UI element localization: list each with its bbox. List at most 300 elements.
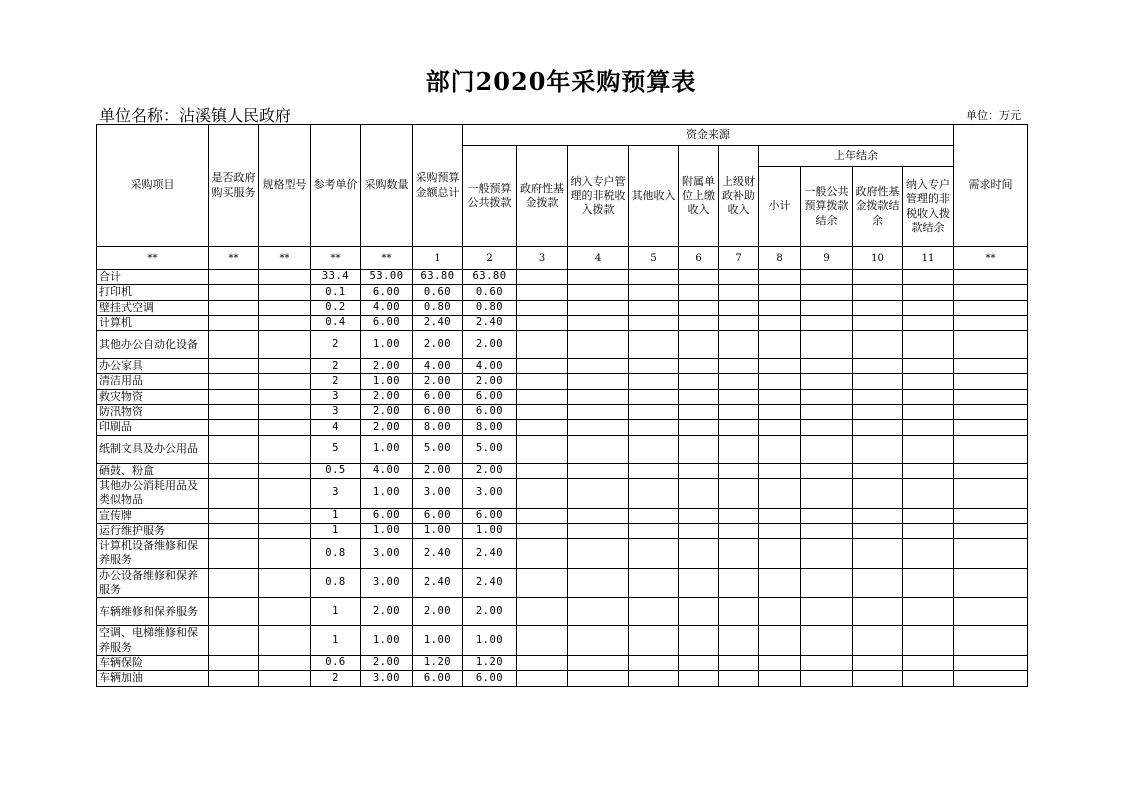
- general-cell: 2.00: [463, 374, 517, 389]
- empty-cell: [801, 508, 853, 523]
- total-cell: 0.80: [413, 300, 463, 315]
- empty-cell: [853, 671, 903, 686]
- header-total: 采购预算金额总计: [413, 125, 463, 247]
- empty-cell: [903, 315, 954, 330]
- item-name-cell: 打印机: [97, 285, 209, 300]
- empty-cell: [954, 374, 1028, 389]
- empty-cell: [853, 626, 903, 656]
- empty-cell: [853, 270, 903, 285]
- empty-cell: [568, 523, 629, 538]
- total-cell: 2.00: [413, 331, 463, 359]
- empty-cell: [568, 405, 629, 420]
- empty-cell: [801, 300, 853, 315]
- general-cell: 6.00: [463, 671, 517, 686]
- empty-cell: [801, 405, 853, 420]
- empty-cell: [903, 405, 954, 420]
- empty-cell: [853, 435, 903, 463]
- general-cell: 2.40: [463, 568, 517, 598]
- item-name-cell: 硒鼓、粉盒: [97, 463, 209, 478]
- empty-cell: [853, 315, 903, 330]
- total-cell: 8.00: [413, 420, 463, 435]
- header-gov-service: 是否政府购买服务: [209, 125, 259, 247]
- general-cell: 8.00: [463, 420, 517, 435]
- total-cell: 2.40: [413, 315, 463, 330]
- qty-cell: 2.00: [361, 359, 413, 374]
- empty-cell: [759, 374, 801, 389]
- empty-cell: [679, 420, 719, 435]
- empty-cell: [517, 671, 568, 686]
- empty-cell: [853, 655, 903, 670]
- empty-cell: [679, 463, 719, 478]
- empty-cell: [903, 463, 954, 478]
- empty-cell: [759, 671, 801, 686]
- empty-cell: [679, 285, 719, 300]
- empty-cell: [568, 463, 629, 478]
- general-cell: 1.20: [463, 655, 517, 670]
- ref-price-cell: 4: [311, 420, 361, 435]
- gov-service-cell: [209, 405, 259, 420]
- general-cell: 0.60: [463, 285, 517, 300]
- gov-service-cell: [209, 523, 259, 538]
- empty-cell: [568, 285, 629, 300]
- header-affiliated: 附属单位上缴收入: [679, 146, 719, 247]
- column-number: **: [954, 247, 1028, 270]
- empty-cell: [629, 405, 679, 420]
- empty-cell: [719, 300, 759, 315]
- procurement-table: [96, 124, 1028, 687]
- empty-cell: [568, 626, 629, 656]
- header-source: 资金来源: [463, 125, 954, 146]
- qty-cell: 6.00: [361, 285, 413, 300]
- empty-cell: [719, 285, 759, 300]
- gov-service-cell: [209, 671, 259, 686]
- empty-cell: [517, 568, 568, 598]
- empty-cell: [903, 374, 954, 389]
- table-row: [97, 420, 1028, 435]
- item-name-cell: 车辆加油: [97, 671, 209, 686]
- empty-cell: [801, 539, 853, 569]
- empty-cell: [517, 285, 568, 300]
- empty-cell: [903, 285, 954, 300]
- item-name-cell: 办公设备维修和保养服务: [97, 568, 209, 598]
- header-other: 其他收入: [629, 146, 679, 247]
- column-number: 8: [759, 247, 801, 270]
- total-cell: 6.00: [413, 389, 463, 404]
- page-title: 部门2020年采购预算表: [425, 67, 697, 96]
- column-number: 3: [517, 247, 568, 270]
- empty-cell: [903, 568, 954, 598]
- empty-cell: [679, 331, 719, 359]
- gov-service-cell: [209, 539, 259, 569]
- empty-cell: [719, 523, 759, 538]
- qty-cell: 6.00: [361, 315, 413, 330]
- empty-cell: [801, 389, 853, 404]
- total-cell: 0.60: [413, 285, 463, 300]
- table-row: [97, 539, 1028, 569]
- empty-cell: [568, 315, 629, 330]
- spec-cell: [259, 285, 311, 300]
- gov-service-cell: [209, 359, 259, 374]
- empty-cell: [759, 420, 801, 435]
- qty-cell: 1.00: [361, 435, 413, 463]
- item-name-cell: 计算机设备维修和保养服务: [97, 539, 209, 569]
- item-name-cell: 纸制文具及办公用品: [97, 435, 209, 463]
- total-cell: 6.00: [413, 508, 463, 523]
- header-item: 采购项目: [97, 125, 209, 247]
- empty-cell: [719, 463, 759, 478]
- item-name-cell: 车辆保险: [97, 655, 209, 670]
- header-ly-gov-fund: 政府性基金拨款结余: [853, 167, 903, 247]
- empty-cell: [853, 539, 903, 569]
- qty-cell: 3.00: [361, 539, 413, 569]
- table-row: [97, 655, 1028, 670]
- empty-cell: [517, 331, 568, 359]
- table-row: [97, 523, 1028, 538]
- empty-cell: [903, 478, 954, 508]
- empty-cell: [679, 315, 719, 330]
- total-cell: 2.00: [413, 598, 463, 626]
- empty-cell: [629, 420, 679, 435]
- empty-cell: [568, 655, 629, 670]
- qty-cell: 3.00: [361, 568, 413, 598]
- empty-cell: [719, 671, 759, 686]
- total-cell: 6.00: [413, 405, 463, 420]
- column-number: **: [209, 247, 259, 270]
- spec-cell: [259, 359, 311, 374]
- general-cell: 5.00: [463, 435, 517, 463]
- item-name-cell: 其他办公消耗用品及类似物品: [97, 478, 209, 508]
- empty-cell: [954, 598, 1028, 626]
- empty-cell: [568, 435, 629, 463]
- empty-cell: [759, 389, 801, 404]
- empty-cell: [719, 626, 759, 656]
- item-name-cell: 防汛物资: [97, 405, 209, 420]
- empty-cell: [801, 270, 853, 285]
- gov-service-cell: [209, 420, 259, 435]
- general-cell: 6.00: [463, 405, 517, 420]
- empty-cell: [568, 539, 629, 569]
- column-number: 6: [679, 247, 719, 270]
- empty-cell: [517, 655, 568, 670]
- item-name-cell: 运行维护服务: [97, 523, 209, 538]
- empty-cell: [954, 671, 1028, 686]
- empty-cell: [679, 626, 719, 656]
- ref-price-cell: 2: [311, 671, 361, 686]
- column-number: **: [311, 247, 361, 270]
- empty-cell: [629, 270, 679, 285]
- item-name-cell: 清洁用品: [97, 374, 209, 389]
- empty-cell: [517, 389, 568, 404]
- general-cell: 4.00: [463, 359, 517, 374]
- empty-cell: [954, 568, 1028, 598]
- empty-cell: [801, 374, 853, 389]
- item-name-cell: 救灾物资: [97, 389, 209, 404]
- empty-cell: [568, 331, 629, 359]
- gov-service-cell: [209, 435, 259, 463]
- empty-cell: [759, 331, 801, 359]
- spec-cell: [259, 568, 311, 598]
- empty-cell: [759, 539, 801, 569]
- empty-cell: [629, 655, 679, 670]
- empty-cell: [517, 374, 568, 389]
- qty-cell: 6.00: [361, 508, 413, 523]
- empty-cell: [517, 626, 568, 656]
- ref-price-cell: 1: [311, 523, 361, 538]
- empty-cell: [801, 598, 853, 626]
- empty-cell: [629, 508, 679, 523]
- table-row: [97, 463, 1028, 478]
- spec-cell: [259, 389, 311, 404]
- empty-cell: [853, 420, 903, 435]
- qty-cell: 2.00: [361, 598, 413, 626]
- empty-cell: [954, 478, 1028, 508]
- qty-cell: 1.00: [361, 331, 413, 359]
- table-row: [97, 270, 1028, 285]
- empty-cell: [853, 405, 903, 420]
- spec-cell: [259, 598, 311, 626]
- total-cell: 4.00: [413, 359, 463, 374]
- item-name-cell: 办公家具: [97, 359, 209, 374]
- empty-cell: [853, 374, 903, 389]
- empty-cell: [568, 420, 629, 435]
- empty-cell: [517, 315, 568, 330]
- empty-cell: [679, 389, 719, 404]
- empty-cell: [629, 568, 679, 598]
- total-cell: 3.00: [413, 478, 463, 508]
- empty-cell: [954, 405, 1028, 420]
- empty-cell: [679, 539, 719, 569]
- gov-service-cell: [209, 315, 259, 330]
- empty-cell: [954, 655, 1028, 670]
- empty-cell: [853, 285, 903, 300]
- column-number-row: [97, 247, 1028, 270]
- table-row: [97, 331, 1028, 359]
- item-name-cell: 合计: [97, 270, 209, 285]
- ref-price-cell: 1: [311, 508, 361, 523]
- table-row: [97, 374, 1028, 389]
- empty-cell: [759, 463, 801, 478]
- empty-cell: [568, 359, 629, 374]
- spec-cell: [259, 331, 311, 359]
- table-row: [97, 315, 1028, 330]
- empty-cell: [568, 671, 629, 686]
- empty-cell: [629, 598, 679, 626]
- general-cell: 6.00: [463, 508, 517, 523]
- empty-cell: [517, 523, 568, 538]
- empty-cell: [719, 374, 759, 389]
- empty-cell: [568, 478, 629, 508]
- empty-cell: [853, 568, 903, 598]
- empty-cell: [719, 655, 759, 670]
- column-number: 1: [413, 247, 463, 270]
- column-number: **: [97, 247, 209, 270]
- unit-label: 单位：万元: [966, 109, 1021, 122]
- empty-cell: [568, 300, 629, 315]
- empty-cell: [629, 671, 679, 686]
- spec-cell: [259, 671, 311, 686]
- empty-cell: [759, 568, 801, 598]
- empty-cell: [568, 270, 629, 285]
- empty-cell: [568, 598, 629, 626]
- general-cell: 2.40: [463, 539, 517, 569]
- empty-cell: [853, 598, 903, 626]
- spec-cell: [259, 539, 311, 569]
- total-cell: 2.40: [413, 539, 463, 569]
- empty-cell: [629, 523, 679, 538]
- empty-cell: [954, 331, 1028, 359]
- spec-cell: [259, 435, 311, 463]
- qty-cell: 2.00: [361, 405, 413, 420]
- spec-cell: [259, 405, 311, 420]
- total-cell: 1.00: [413, 523, 463, 538]
- item-name-cell: 宣传牌: [97, 508, 209, 523]
- empty-cell: [568, 374, 629, 389]
- header-spec: 规格型号: [259, 125, 311, 247]
- empty-cell: [679, 405, 719, 420]
- empty-cell: [801, 315, 853, 330]
- table-row: [97, 405, 1028, 420]
- empty-cell: [759, 405, 801, 420]
- table-row: [97, 626, 1028, 656]
- empty-cell: [719, 508, 759, 523]
- empty-cell: [903, 435, 954, 463]
- spec-cell: [259, 626, 311, 656]
- empty-cell: [801, 655, 853, 670]
- column-number: 2: [463, 247, 517, 270]
- empty-cell: [679, 568, 719, 598]
- header-superior: 上级财政补助收入: [719, 146, 759, 247]
- gov-service-cell: [209, 478, 259, 508]
- empty-cell: [629, 463, 679, 478]
- header-last-year: 上年结余: [759, 146, 954, 167]
- general-cell: 1.00: [463, 523, 517, 538]
- empty-cell: [903, 539, 954, 569]
- ref-price-cell: 2: [311, 331, 361, 359]
- empty-cell: [517, 270, 568, 285]
- empty-cell: [954, 626, 1028, 656]
- empty-cell: [903, 420, 954, 435]
- header-ref-price: 参考单价: [311, 125, 361, 247]
- column-number: 11: [903, 247, 954, 270]
- item-name-cell: 壁挂式空调: [97, 300, 209, 315]
- gov-service-cell: [209, 626, 259, 656]
- unit-name: 单位名称：沾溪镇人民政府: [99, 106, 292, 125]
- empty-cell: [801, 463, 853, 478]
- table-row: [97, 285, 1028, 300]
- total-cell: 5.00: [413, 435, 463, 463]
- gov-service-cell: [209, 374, 259, 389]
- empty-cell: [801, 568, 853, 598]
- empty-cell: [629, 300, 679, 315]
- empty-cell: [759, 315, 801, 330]
- empty-cell: [903, 523, 954, 538]
- general-cell: 2.00: [463, 598, 517, 626]
- qty-cell: 4.00: [361, 300, 413, 315]
- empty-cell: [853, 300, 903, 315]
- empty-cell: [759, 285, 801, 300]
- spec-cell: [259, 463, 311, 478]
- ref-price-cell: 3: [311, 389, 361, 404]
- spec-cell: [259, 270, 311, 285]
- item-name-cell: 计算机: [97, 315, 209, 330]
- table-row: [97, 389, 1028, 404]
- item-name-cell: 空调、电梯维修和保养服务: [97, 626, 209, 656]
- table-row: [97, 435, 1028, 463]
- empty-cell: [719, 405, 759, 420]
- empty-cell: [903, 671, 954, 686]
- general-cell: 2.00: [463, 463, 517, 478]
- gov-service-cell: [209, 463, 259, 478]
- empty-cell: [903, 300, 954, 315]
- total-cell: 2.40: [413, 568, 463, 598]
- empty-cell: [629, 626, 679, 656]
- empty-cell: [629, 285, 679, 300]
- ref-price-cell: 1: [311, 626, 361, 656]
- empty-cell: [801, 671, 853, 686]
- empty-cell: [679, 359, 719, 374]
- empty-cell: [719, 331, 759, 359]
- gov-service-cell: [209, 389, 259, 404]
- header-ly-special: 纳入专户管理的非税收入拨款结余: [903, 167, 954, 247]
- table-row: [97, 300, 1028, 315]
- header-general: 一般预算公共拨款: [463, 146, 517, 247]
- empty-cell: [853, 478, 903, 508]
- header-gov-fund: 政府性基金拨款: [517, 146, 568, 247]
- empty-cell: [679, 270, 719, 285]
- empty-cell: [954, 463, 1028, 478]
- empty-cell: [568, 389, 629, 404]
- qty-cell: 1.00: [361, 478, 413, 508]
- ref-price-cell: 0.1: [311, 285, 361, 300]
- gov-service-cell: [209, 300, 259, 315]
- gov-service-cell: [209, 331, 259, 359]
- empty-cell: [954, 539, 1028, 569]
- empty-cell: [719, 435, 759, 463]
- empty-cell: [719, 359, 759, 374]
- empty-cell: [903, 508, 954, 523]
- general-cell: 63.80: [463, 270, 517, 285]
- empty-cell: [954, 359, 1028, 374]
- empty-cell: [801, 359, 853, 374]
- empty-cell: [629, 315, 679, 330]
- empty-cell: [759, 359, 801, 374]
- empty-cell: [853, 359, 903, 374]
- empty-cell: [517, 405, 568, 420]
- empty-cell: [759, 435, 801, 463]
- empty-cell: [629, 539, 679, 569]
- empty-cell: [954, 285, 1028, 300]
- empty-cell: [759, 523, 801, 538]
- empty-cell: [568, 568, 629, 598]
- empty-cell: [629, 389, 679, 404]
- gov-service-cell: [209, 655, 259, 670]
- empty-cell: [719, 315, 759, 330]
- general-cell: 2.00: [463, 331, 517, 359]
- ref-price-cell: 2: [311, 359, 361, 374]
- qty-cell: 3.00: [361, 671, 413, 686]
- ref-price-cell: 3: [311, 405, 361, 420]
- ref-price-cell: 0.8: [311, 539, 361, 569]
- qty-cell: 53.00: [361, 270, 413, 285]
- empty-cell: [903, 626, 954, 656]
- empty-cell: [719, 539, 759, 569]
- empty-cell: [679, 655, 719, 670]
- ref-price-cell: 0.8: [311, 568, 361, 598]
- empty-cell: [679, 671, 719, 686]
- header-qty: 采购数量: [361, 125, 413, 247]
- qty-cell: 1.00: [361, 374, 413, 389]
- total-cell: 1.00: [413, 626, 463, 656]
